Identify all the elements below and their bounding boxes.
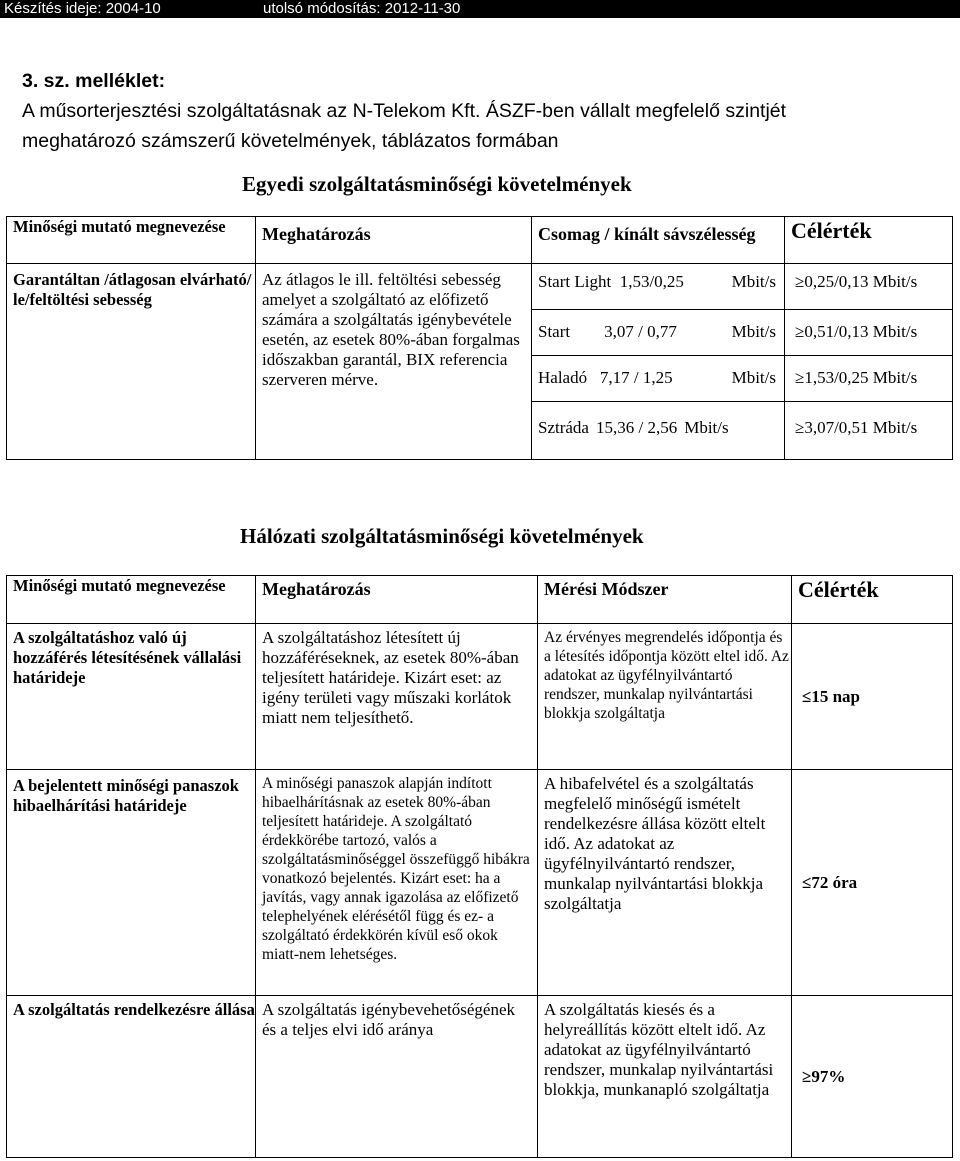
indicator-cell: A szolgáltatás rendelkezésre állása [7,996,256,1158]
indicator-cell: A szolgáltatáshoz való új hozzáférés létesítésének vállalási határideje [7,624,256,770]
document-meta-bar [0,0,960,18]
definition-cell: A szolgáltatás igénybevehetőségének és a teljes elvi idő aránya [256,996,538,1158]
package-unit: Mbit/s [684,418,729,437]
package-unit: Mbit/s [731,322,776,341]
created-date: Készítés ideje: 2004-10 [4,0,161,17]
document-heading [22,66,786,156]
target-header: Célérték [785,217,953,264]
package-target: ≥0,25/0,13 Mbit/s [785,264,953,310]
package-target: ≥1,53/0,25 Mbit/s [785,356,953,402]
package-unit: Mbit/s [731,368,776,387]
definition-cell: A szolgáltatáshoz létesített új hozzáféréseknek, az esetek 80%-ában teljesített határideje. Kizárt eset: az igény területi vagy műszaki korlátok miatt nem teljesíthető. [256,624,538,770]
modified-date: utolsó módosítás: 2012-11-30 [263,0,461,17]
package-name: Start Light [538,272,612,291]
package-row [532,402,785,460]
package-target: ≥3,07/0,51 Mbit/s [785,402,953,460]
annex-number: 3. sz. melléklet: [22,70,166,92]
method-header: Mérési Módszer [538,576,792,624]
package-header: Csomag / kínált sávszélesség [532,217,785,264]
definition-header: Meghatározás [256,217,532,264]
package-speed: 15,36 / 2,56 [595,418,678,437]
definition-header: Meghatározás [256,576,538,624]
method-cell: A hibafelvétel és a szolgáltatás megfelelő minőségű ismételt rendelkezésre állása között eltelt idő. Az adatokat az ügyfélnyilvántartó rendszer, munkalap nyilvántartási blokkja szolgáltatja [538,770,792,996]
indicator-header: Minőségi mutató megnevezése [7,576,256,624]
package-target: ≥0,51/0,13 Mbit/s [785,310,953,356]
indicator-header: Minőségi mutató megnevezése [7,217,256,264]
package-name: Haladó [538,368,588,387]
method-cell: Az érvényes megrendelés időpontja és a létesítés időpontja között eltel idő. Az adatokat az ügyfélnyilvántartó rendszer, munkalap nyilvántartási blokkja szolgáltatja [538,624,792,770]
package-row [532,264,785,310]
individual-quality-table [6,216,953,460]
speed-definition: Az átlagos le ill. feltöltési sebesség amelyet a szolgáltató az előfizető számára a szolgáltatás igénybevétele esetén, az esetek 80%-ában forgalmas időszakban garantál, BIX referencia szerveren mérve. [256,264,532,460]
indicator-cell: A bejelentett minőségi panaszok hibaelhárítási határideje [7,770,256,996]
section2-title: Hálózati szolgáltatásminőségi követelmények [240,524,644,548]
package-unit: Mbit/s [731,272,776,291]
package-name: Start [538,322,571,341]
definition-cell: A minőségi panaszok alapján indított hibaelhárításnak az esetek 80%-ában teljesített határideje. A szolgáltató érdekkörébe tartozó, valós a szolgáltatásminőséggel összefüggő hibákra vonatkozó bejelentés. Kizárt eset: ha a javítás, vagy annak igazolása az előfizető telephelyének elérésétől függ és ez- a szolgáltató érdekkörén kívül eső okok miatt-nem lehetséges. [256,770,538,996]
network-quality-table [6,575,953,1158]
package-speed: 3,07 / 0,77 [604,322,677,341]
package-row [532,310,785,356]
package-row [532,356,785,402]
target-header: Célérték [792,576,953,624]
target-cell: ≥97% [792,996,953,1158]
package-speed: 1,53/0,25 [619,272,684,291]
speed-indicator: Garantáltan /átlagosan elvárható/ le/feltöltési sebesség [7,264,256,460]
target-cell: ≤15 nap [792,624,953,770]
method-cell: A szolgáltatás kiesés és a helyreállítás között eltelt idő. Az adatokat az ügyfélnyilvántartó rendszer, munkalap nyilvántartási blokkja, munkanapló szolgáltatja [538,996,792,1158]
section1-title: Egyedi szolgáltatásminőségi követelmények [242,172,632,196]
target-cell: ≤72 óra [792,770,953,996]
heading-line-2: meghatározó számszerű követelmények, táblázatos formában [22,130,559,152]
package-speed: 7,17 / 1,25 [599,368,673,387]
heading-line-1: A műsorterjesztési szolgáltatásnak az N-Telekom Kft. ÁSZF-ben vállalt megfelelő szintjét [22,100,787,122]
package-name: Sztráda [538,418,589,437]
